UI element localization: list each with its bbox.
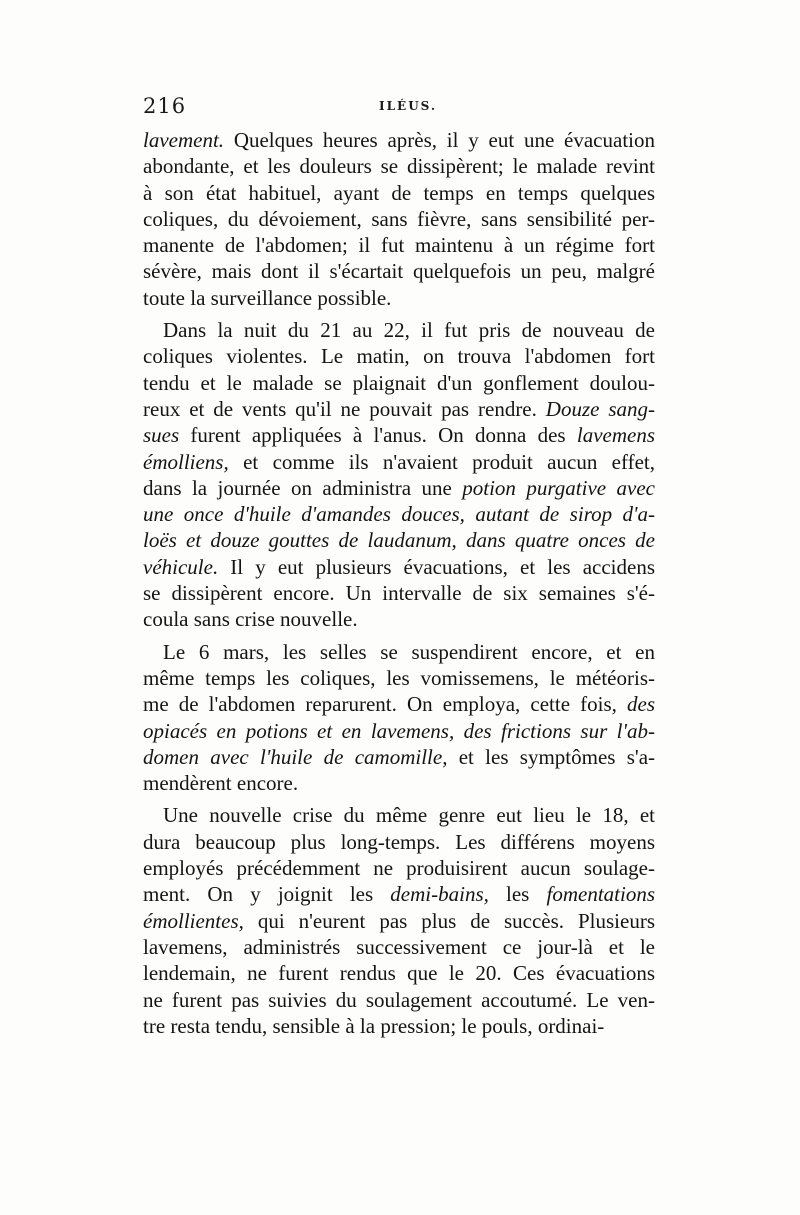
text-run: coliques violentes. Le matin, on trouva l'abdomen fort bbox=[143, 344, 655, 369]
text-run: tendu et le malade se plaignait d'un gonflement doulou- bbox=[143, 370, 655, 395]
text-run: se dissipèrent encore. Un intervalle de six semaines s'é- bbox=[143, 581, 655, 606]
text-line bbox=[143, 285, 655, 311]
text-line bbox=[143, 396, 655, 422]
text-run: reux et de vents qu'il ne pouvait pas rendre. bbox=[143, 396, 546, 421]
text-line bbox=[143, 908, 655, 934]
italic-run: loës et douze gouttes de laudanum, dans quatre onces de bbox=[143, 528, 655, 553]
text-line bbox=[143, 718, 655, 744]
text-line bbox=[143, 855, 655, 881]
text-line bbox=[143, 770, 655, 796]
text-run: même temps les coliques, les vomissemens, le météoris- bbox=[143, 665, 655, 690]
text-run: abondante, et les douleurs se dissipèrent; le malade revint bbox=[143, 154, 655, 179]
text-run: et comme ils n'avaient produit aucun effet, bbox=[228, 449, 655, 474]
text-line bbox=[143, 881, 655, 907]
italic-run: une once d'huile d'amandes douces, autant de sirop d'a- bbox=[143, 502, 655, 527]
text-run: me de l'abdomen reparurent. On employa, cette fois, bbox=[143, 692, 627, 717]
text-line bbox=[143, 639, 655, 665]
text-line bbox=[143, 691, 655, 717]
italic-run: véhicule. bbox=[143, 554, 219, 579]
page-number: 216 bbox=[143, 94, 187, 118]
text-line bbox=[143, 665, 655, 691]
text-run: coula sans crise nouvelle. bbox=[143, 607, 358, 632]
italic-run: lavement. bbox=[143, 128, 225, 152]
text-line bbox=[143, 343, 655, 369]
italic-run: Douze sang- bbox=[545, 396, 655, 421]
text-line bbox=[143, 475, 655, 501]
text-line bbox=[143, 501, 655, 527]
paragraph bbox=[143, 639, 655, 797]
paragraph bbox=[143, 802, 655, 1039]
text-run: à son état habituel, ayant de temps en temps quelques bbox=[143, 180, 655, 205]
text-line bbox=[143, 317, 655, 343]
italic-run: lavemens bbox=[576, 423, 655, 448]
text-run: manente de l'abdomen; il fut maintenu à un régime fort bbox=[143, 233, 655, 258]
text-line bbox=[143, 829, 655, 855]
text-line bbox=[143, 422, 655, 448]
text-line bbox=[143, 1013, 655, 1039]
text-line bbox=[143, 449, 655, 475]
text-line bbox=[143, 580, 655, 606]
text-run: dans la journée on administra une bbox=[143, 475, 463, 500]
text-line bbox=[143, 127, 655, 153]
text-line bbox=[143, 232, 655, 258]
text-line bbox=[143, 554, 655, 580]
text-line bbox=[143, 206, 655, 232]
text-line bbox=[143, 987, 655, 1013]
text-line bbox=[143, 180, 655, 206]
text-run: les bbox=[488, 882, 547, 907]
running-title: ILÉUS. bbox=[379, 99, 438, 113]
italic-run: des bbox=[627, 692, 655, 717]
text-run: employés précédemment ne produisirent aucun soulage- bbox=[143, 856, 655, 881]
page-header bbox=[143, 94, 663, 118]
text-line bbox=[143, 934, 655, 960]
text-run: mendèrent encore. bbox=[143, 771, 299, 796]
italic-run: domen avec l'huile de camomille, bbox=[143, 744, 448, 769]
text-run: furent appliquées à l'anus. On donna des bbox=[179, 423, 577, 448]
text-run: sévère, mais dont il s'écartait quelquefois un peu, malgré bbox=[143, 259, 655, 284]
text-run: Quelques heures après, il y eut une évacuation bbox=[224, 128, 655, 152]
text-line bbox=[143, 960, 655, 986]
text-run: coliques, du dévoiement, sans fièvre, sans sensibilité per- bbox=[143, 206, 655, 231]
text-run: lavemens, administrés successivement ce jour-là et le bbox=[143, 934, 655, 959]
italic-run: demi-bains, bbox=[390, 882, 489, 907]
text-run: lendemain, ne furent rendus que le 20. Ces évacuations bbox=[143, 961, 655, 986]
text-run: qui n'eurent pas plus de succès. Plusieurs bbox=[243, 908, 655, 933]
text-run: Il y eut plusieurs évacuations, et les accidens bbox=[218, 554, 655, 579]
italic-run: potion purgative avec bbox=[462, 475, 655, 500]
text-line bbox=[143, 370, 655, 396]
paragraph bbox=[143, 127, 655, 311]
italic-run: émollientes, bbox=[143, 908, 244, 933]
italic-run: sues bbox=[143, 423, 180, 448]
text-line bbox=[143, 606, 655, 632]
text-line bbox=[143, 258, 655, 284]
text-run: ment. On y joignit les bbox=[143, 882, 391, 907]
text-run: ne furent pas suivies du soulagement accoutumé. Le ven- bbox=[143, 987, 655, 1012]
text-run: tre resta tendu, sensible à la pression; le pouls, ordinai- bbox=[143, 1013, 605, 1038]
italic-run: émolliens, bbox=[143, 449, 229, 474]
italic-run: opiacés en potions et en lavemens, des frictions sur l'ab- bbox=[143, 718, 655, 743]
text-run: toute la surveillance possible. bbox=[143, 285, 392, 310]
text-run: Dans la nuit du 21 au 22, il fut pris de nouveau de bbox=[163, 318, 655, 343]
body-text bbox=[143, 127, 655, 1039]
text-run: Une nouvelle crise du même genre eut lieu le 18, et bbox=[163, 803, 655, 828]
paragraph bbox=[143, 317, 655, 633]
text-run: et les symptômes s'a- bbox=[447, 744, 656, 769]
text-line bbox=[143, 527, 655, 553]
text-line bbox=[143, 802, 655, 828]
text-line bbox=[143, 744, 655, 770]
italic-run: fomentations bbox=[546, 882, 655, 907]
text-line bbox=[143, 153, 655, 179]
text-run: dura beaucoup plus long-temps. Les différens moyens bbox=[143, 829, 655, 854]
text-run: Le 6 mars, les selles se suspendirent encore, et en bbox=[163, 639, 655, 664]
